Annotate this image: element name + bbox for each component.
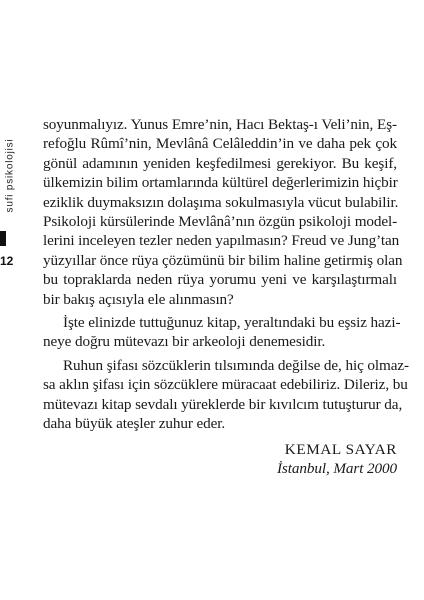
text-line: lerini inceleyen tezler neden yapılmasın? Freud ve Jung’tan bbox=[43, 232, 400, 250]
signature-author: KEMAL SAYAR bbox=[284, 440, 397, 458]
running-head-tab-marker bbox=[0, 231, 6, 246]
text-line: eziklik duymaksızın dolaşıma sokulmasıyla vücut bulabilir. bbox=[43, 193, 399, 211]
text-line: refoğlu Rûmî’nin, Mevlânâ Celâleddin’in ve daha pek çok bbox=[43, 135, 397, 153]
text-line: bir bakış açısıyla ele alınmasın? bbox=[43, 290, 234, 308]
paragraph bbox=[43, 115, 403, 309]
text-line: Psikoloji kürsülerinde Mevlânâ’nın özgün psikoloji model- bbox=[43, 213, 398, 231]
text-line: yüzyıllar önce rüya çözümünü bir bilim haline getirmiş olan bbox=[43, 251, 403, 269]
page-number: 12 bbox=[0, 254, 14, 268]
text-line: daha büyük ateşler zuhur eder. bbox=[43, 415, 226, 433]
paragraph bbox=[43, 313, 401, 352]
text-line: ülkemizin bilim ortamlarında kültürel değerlerimizin hiçbir bbox=[43, 174, 398, 192]
paragraph bbox=[43, 356, 409, 434]
text-line: neye doğru mütevazı bir arkeoloji denemesidir. bbox=[43, 333, 326, 351]
signature-place-date: İstanbul, Mart 2000 bbox=[276, 459, 397, 477]
running-title-text: sufi psikolojisi bbox=[4, 138, 16, 213]
text-line: mütevazı kitap sevdalı yüreklerde bir kıvılcım tutuşturur da, bbox=[43, 395, 403, 413]
text-line: İşte elinizde tuttuğunuz kitap, yeraltındaki bu eşsiz hazi- bbox=[63, 314, 401, 332]
running-head bbox=[0, 0, 14, 600]
text-line: gönül adamının yeniden keşfedilmesi gerekiyor. Bu keşif, bbox=[43, 154, 397, 172]
text-line: Ruhun şifası sözcüklerin tılsımında değilse de, hiç olmaz- bbox=[63, 356, 409, 374]
text-line: sa aklın şifası için sözcüklere müracaat edebiliriz. Dileriz, bu bbox=[43, 376, 408, 394]
text-line: soyunmalıyız. Yunus Emre’nin, Hacı Bektaş-ı Veli’nin, Eş- bbox=[43, 116, 397, 133]
body-text bbox=[43, 115, 409, 478]
text-line: bu topraklarda neden rüya yorumu yeni ve karşılaştırmalı bbox=[43, 271, 397, 289]
